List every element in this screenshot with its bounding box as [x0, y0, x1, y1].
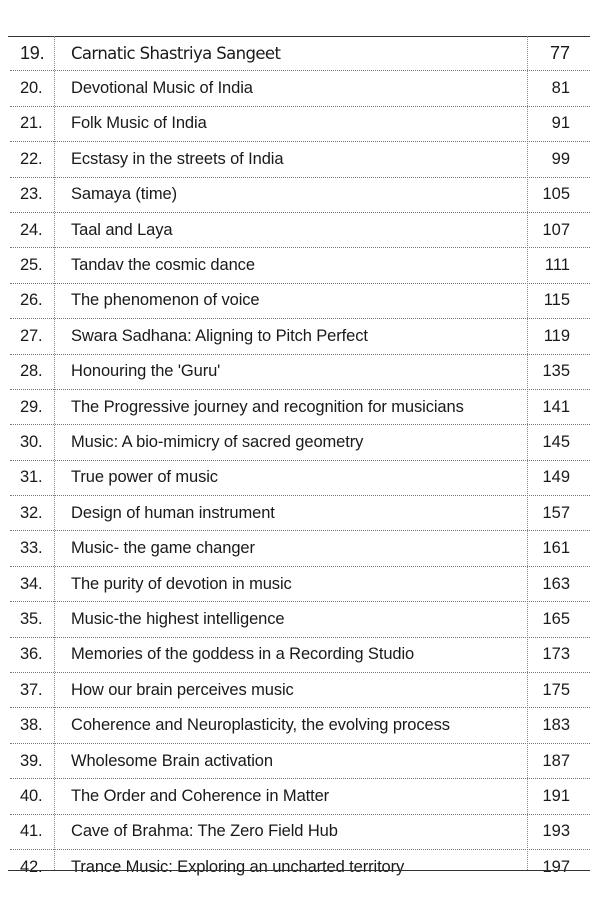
chapter-number: 20. — [20, 79, 43, 98]
chapter-title: Samaya (time) — [71, 185, 177, 204]
chapter-title: Taal and Laya — [71, 220, 173, 239]
page-number: 145 — [542, 432, 570, 451]
chapter-title: Swara Sadhana: Aligning to Pitch Perfect — [71, 326, 368, 345]
page-number: 107 — [542, 220, 570, 239]
chapter-title: Music-the highest intelligence — [71, 609, 285, 628]
page-number: 115 — [543, 291, 570, 310]
toc-row — [10, 142, 590, 177]
chapter-title: Tandav the cosmic dance — [71, 256, 255, 275]
chapter-number: 35. — [20, 609, 43, 628]
toc-row — [10, 355, 590, 390]
chapter-number: 38. — [20, 716, 43, 735]
chapter-number: 36. — [20, 645, 43, 664]
toc-row — [10, 638, 590, 673]
chapter-title: The purity of devotion in music — [71, 574, 292, 593]
chapter-title: The Order and Coherence in Matter — [71, 786, 330, 805]
toc-row — [10, 531, 590, 566]
chapter-title: Wholesome Brain activation — [71, 751, 273, 770]
chapter-number: 23. — [20, 185, 43, 204]
chapter-number: 30. — [20, 432, 43, 451]
page-number: 193 — [542, 822, 570, 841]
toc-row — [10, 496, 590, 531]
page-number: 183 — [542, 716, 570, 735]
chapter-number: 22. — [20, 149, 43, 168]
page-number: 173 — [542, 645, 570, 664]
chapter-title: Design of human instrument — [71, 503, 275, 522]
toc-row — [10, 213, 590, 248]
chapter-number: 39. — [20, 751, 43, 770]
chapter-number: 32. — [20, 503, 43, 522]
page-number: 187 — [542, 751, 570, 770]
toc-row — [10, 461, 590, 496]
toc-row — [10, 744, 590, 779]
chapter-title: Folk Music of India — [71, 114, 207, 133]
page-number: 111 — [544, 256, 570, 275]
chapter-number: 25. — [20, 256, 43, 275]
toc-row — [10, 390, 590, 425]
chapter-number: 26. — [20, 291, 43, 310]
chapter-number: 27. — [20, 326, 43, 345]
page-number: 165 — [542, 609, 570, 628]
chapter-title: The phenomenon of voice — [71, 291, 260, 310]
toc-row — [10, 815, 590, 850]
chapter-title: Memories of the goddess in a Recording Studio — [71, 645, 415, 664]
page-number: 197 — [542, 857, 570, 876]
chapter-title: How our brain perceives music — [71, 680, 294, 699]
toc-row — [10, 284, 590, 319]
chapter-number: 34. — [20, 574, 43, 593]
chapter-title: Honouring the 'Guru' — [71, 362, 221, 381]
chapter-title: Carnatic Shastriya Sangeet — [71, 43, 281, 63]
toc-row — [10, 708, 590, 743]
toc-row — [10, 850, 590, 884]
page-number: 91 — [551, 114, 570, 133]
toc-row — [10, 71, 590, 106]
chapter-number: 21. — [20, 114, 43, 133]
chapter-title: The Progressive journey and recognition for musicians — [71, 397, 464, 416]
chapter-title: Ecstasy in the streets of India — [71, 149, 284, 168]
chapter-number: 40. — [20, 786, 43, 805]
page-number: 157 — [542, 503, 570, 522]
chapter-title: Trance Music: Exploring an uncharted territory — [71, 857, 405, 876]
toc-row — [10, 178, 590, 213]
toc-row — [10, 425, 590, 460]
chapter-title: Devotional Music of India — [71, 79, 253, 98]
toc-row — [10, 319, 590, 354]
page-number: 77 — [549, 42, 570, 63]
chapter-title: True power of music — [71, 468, 218, 487]
chapter-number: 31. — [20, 468, 43, 487]
page-number: 119 — [543, 326, 570, 345]
chapter-title: Cave of Brahma: The Zero Field Hub — [71, 822, 338, 841]
chapter-title: Coherence and Neuroplasticity, the evolving process — [71, 716, 450, 735]
chapter-title: Music: A bio-mimicry of sacred geometry — [71, 432, 364, 451]
page-number: 99 — [551, 149, 570, 168]
page-number: 175 — [542, 680, 570, 699]
chapter-number: 29. — [20, 397, 43, 416]
toc-row — [10, 248, 590, 283]
page-number: 135 — [542, 362, 570, 381]
page-number: 81 — [551, 79, 570, 98]
page-number: 149 — [542, 468, 570, 487]
toc-row — [10, 602, 590, 637]
page-number: 163 — [542, 574, 570, 593]
page-number: 191 — [542, 786, 570, 805]
page-number: 141 — [542, 397, 570, 416]
chapter-title: Music- the game changer — [71, 539, 255, 558]
chapter-number: 42. — [20, 857, 43, 876]
toc-row — [10, 779, 590, 814]
toc-row — [10, 673, 590, 708]
toc-row — [10, 36, 590, 71]
chapter-number: 33. — [20, 539, 43, 558]
page-number: 161 — [542, 539, 570, 558]
chapter-number: 41. — [20, 822, 43, 841]
chapter-number: 24. — [20, 220, 43, 239]
chapter-number: 37. — [20, 680, 43, 699]
toc-row — [10, 107, 590, 142]
table-of-contents — [10, 36, 590, 884]
chapter-number: 19. — [20, 42, 45, 63]
toc-row — [10, 567, 590, 602]
bottom-rule — [8, 870, 590, 871]
chapter-number: 28. — [20, 362, 43, 381]
page-number: 105 — [542, 185, 570, 204]
